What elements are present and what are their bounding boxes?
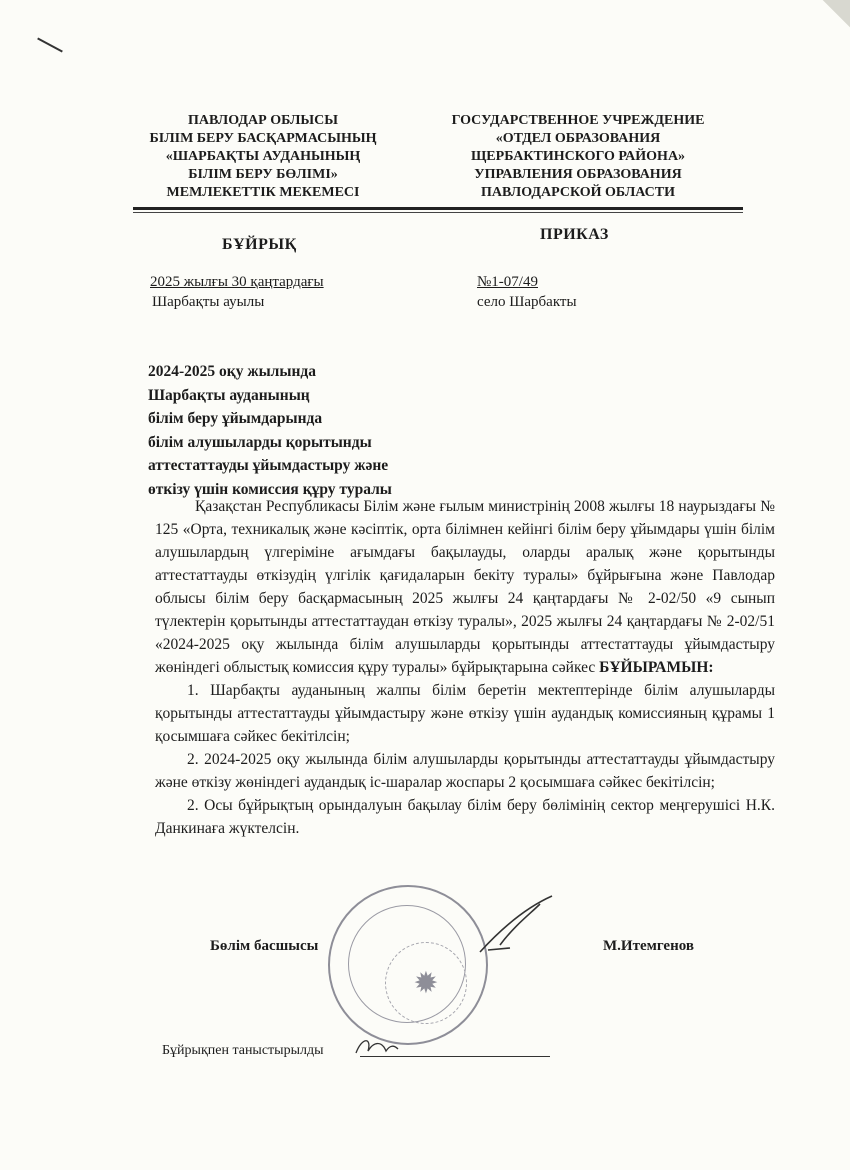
acknowledgement-line <box>360 1056 550 1057</box>
subject-line: өткізу үшін комиссия құру туралы <box>148 480 392 498</box>
order-body <box>155 495 775 840</box>
header-line: УПРАВЛЕНИЯ ОБРАЗОВАНИЯ <box>474 167 682 182</box>
signature-name: М.Итемгенов <box>603 938 694 954</box>
header-line: ПАВЛОДАР ОБЛЫСЫ <box>187 113 339 128</box>
subject-line: Шарбақты ауданының <box>148 386 310 404</box>
order-item-2: 2. 2024-2025 оқу жылында білім алушыларды қорытынды аттестаттауды ұйымдастыру және өткізу жөніндегі аудандық іс-шаралар жоспары 2 қосымшаға сәйкес бекітілсін; <box>155 751 775 791</box>
official-seal <box>328 885 488 1045</box>
emblem-icon: ✹ <box>385 942 467 1024</box>
header-line: «ОТДЕЛ ОБРАЗОВАНИЯ <box>495 131 661 146</box>
subject-line: білім беру ұйымдарында <box>148 410 323 427</box>
place-kazakh: Шарбақты ауылы <box>152 294 265 310</box>
acknowledgement-label: Бұйрықпен таныстырылды <box>162 1043 324 1058</box>
header-divider-thin <box>133 212 743 213</box>
subject-line: 2024-2025 оқу жылында <box>148 363 317 380</box>
folded-corner <box>820 0 850 30</box>
order-date: 2025 жылғы 30 қаңтардағы <box>150 274 324 290</box>
order-number: №1-07/49 <box>477 274 538 290</box>
header-divider <box>133 207 743 210</box>
header-line: «ШАРБАҚТЫ АУДАНЫНЫҢ <box>165 149 361 164</box>
header-russian <box>418 112 738 202</box>
signature-title: Бөлім басшысы <box>210 938 319 954</box>
header-line: ПАВЛОДАРСКОЙ ОБЛАСТИ <box>480 185 676 200</box>
header-line: БІЛІМ БЕРУ БӨЛІМІ» <box>188 167 338 182</box>
doc-type-russian: ПРИКАЗ <box>540 226 609 243</box>
header-line: ГОСУДАРСТВЕННОЕ УЧРЕЖДЕНИЕ <box>451 113 705 128</box>
scan-mark <box>37 38 63 53</box>
order-subject <box>148 360 468 501</box>
subject-line: аттестаттауды ұйымдастыру және <box>148 457 389 474</box>
header-line: БІЛІМ БЕРУ БАСҚАРМАСЫНЫҢ <box>149 131 377 146</box>
order-item-1: 1. Шарбақты ауданының жалпы білім беретін мектептерінде білім алушыларды қорытынды аттестаттауды ұйымдастыру және өткізу үшін аудандық комиссияның құрамы 1 қосымшаға сәйкес бекітілсін; <box>155 682 775 745</box>
preamble-text: Қазақстан Республикасы Білім және ғылым министрінің 2008 жылғы 18 наурыздағы № 125 «Орта, техникалық және кәсіптік, орта білімнен кейінгі білім беру ұйымдары үшін білім алушылардың үлгеріміне ағымдағы бақылауды, оларды аралық және қорытынды аттестаттауды өткізудің үлгілік қағидаларын бекіту туралы» бұйрығына және Павлодар облысы білім беру басқармасының 2025 жылғы 24 қаңтардағы № 2-02/50 «9 сынып түлектерін қорытынды аттестаттаудан өткізу туралы», 2025 жылғы 24 қаңтардағы № 2-02/51 «2024-2025 оқу жылында білім алушыларды қорытынды аттестаттауды ұйымдастыру жөніндегі облыстық комиссия құру туралы» бұйрықтарына сәйкес <box>155 498 775 676</box>
director-signature-icon <box>470 890 560 960</box>
header-line: МЕМЛЕКЕТТІК МЕКЕМЕСІ <box>166 185 360 200</box>
place-russian: село Шарбакты <box>477 294 577 310</box>
preamble <box>155 495 775 679</box>
doc-type-kazakh: БҰЙРЫҚ <box>222 236 297 253</box>
subject-line: білім алушыларды қорытынды <box>148 433 372 451</box>
header-kazakh <box>128 112 398 202</box>
seal-inner-ring <box>348 905 466 1023</box>
header-line: ЩЕРБАКТИНСКОГО РАЙОНА» <box>470 149 686 164</box>
order-item-3: 2. Осы бұйрықтың орындалуын бақылау білім беру бөлімінің сектор меңгерушісі Н.К. Данкинаға жүктелсін. <box>155 797 775 837</box>
order-word: БҰЙЫРАМЫН: <box>599 659 714 676</box>
